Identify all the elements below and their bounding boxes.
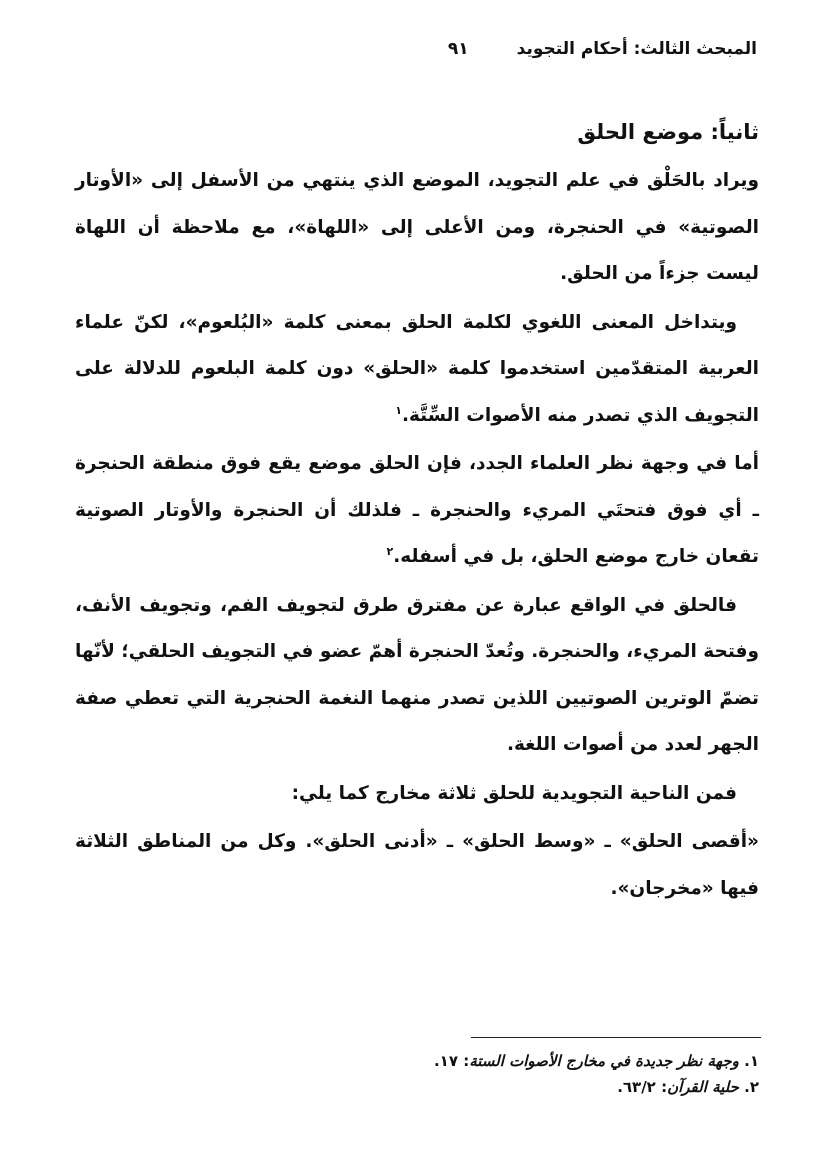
paragraph-4-text: فالحلق في الواقع عبارة عن مفترق طرق لتجويف الفم، وتجويف الأنف، وفتحة المريء، والحنجرة. وتُعدّ الحنجرة أهمّ عضو في التجويف الحلقي؛ لأنّها تضمّ الوترين الصوتيين اللذين تصدر منهما النغمة الحنجرية التي تعطي صفة الجهر لعدد من أصوات اللغة.: [75, 594, 759, 755]
footnotes: [75, 1048, 759, 1100]
section-heading: ثانياً: موضع الحلق: [577, 120, 759, 144]
footnote-1: [75, 1048, 759, 1074]
footnote-2-ref: : ٦٣/٢.: [617, 1078, 668, 1096]
footnote-1-ref: : ١٧.: [433, 1052, 470, 1070]
footnote-2-source: حلية القرآن: [667, 1078, 739, 1096]
footnote-marker-2[interactable]: ٢: [386, 544, 394, 558]
paragraph-1: [75, 158, 759, 298]
footnote-marker-1[interactable]: ١: [395, 403, 402, 417]
paragraph-5: [75, 771, 759, 818]
footnote-divider: [471, 1037, 761, 1038]
footnote-1-source: وجهة نظر جديدة في مخارج الأصوات الستة: [469, 1052, 739, 1070]
main-text: [75, 112, 759, 914]
footnote-2-number: ٢.: [744, 1078, 759, 1096]
paragraph-1-text: ويراد بالحَلْق في علم التجويد، الموضع الذي ينتهي من الأسفل إلى «الأوتار الصوتية» في الحنجرة، ومن الأعلى إلى «اللهاة»، مع ملاحظة أن اللهاة ليست جزءاً من الحلق.: [75, 170, 759, 284]
chapter-title: المبحث الثالث: أحكام التجويد: [516, 39, 757, 59]
paragraph-2-text: ويتداخل المعنى اللغوي لكلمة الحلق بمعنى كلمة «البُلعوم»، لكنّ علماء العربية المتقدّمين استخدموا كلمة «الحلق» دون كلمة البلعوم للدلالة على التجويف الذي تصدر منه الأصوات السِّتَّة.: [75, 311, 759, 426]
paragraph-6-text: «أقصى الحلق» ـ «وسط الحلق» ـ «أدنى الحلق». وكل من المناطق الثلاثة فيها «مخرجان».: [75, 831, 759, 899]
paragraph-4: [75, 583, 759, 769]
footnote-1-number: ١.: [744, 1052, 759, 1070]
paragraph-6: [75, 819, 759, 912]
paragraph-3-text: أما في وجهة نظر العلماء الجدد، فإن الحلق موضع يقع فوق منطقة الحنجرة ـ أي فوق فتحتَي المريء والحنجرة ـ فلذلك أن الحنجرة والأوتار الصوتية تقعان خارج موضع الحلق، بل في أسفله.: [75, 453, 759, 567]
running-header: [78, 34, 757, 64]
paragraph-5-text: فمن الناحية التجويدية للحلق ثلاثة مخارج كما يلي:: [291, 782, 737, 804]
paragraph-3: [75, 441, 759, 581]
paragraph-2: [75, 300, 759, 440]
page-number: ٩١: [447, 39, 469, 59]
footnote-2: [75, 1074, 759, 1100]
